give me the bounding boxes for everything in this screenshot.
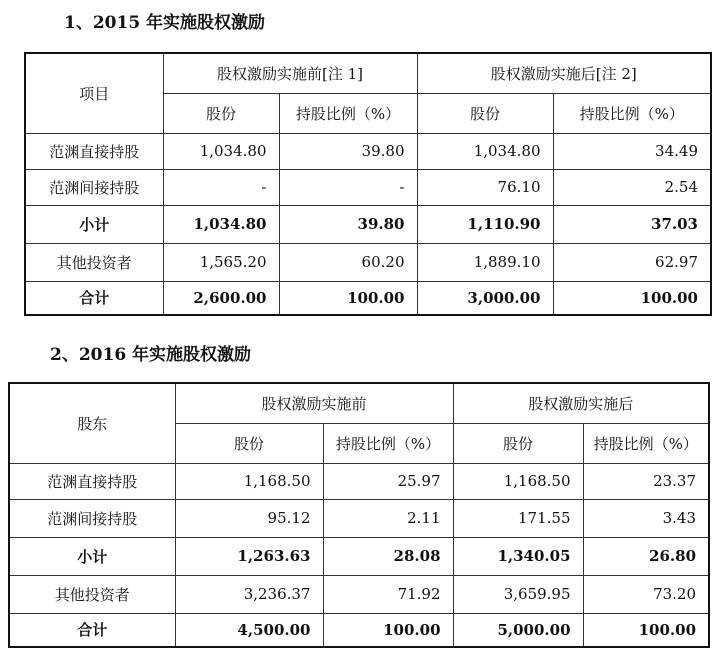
- cell-value: 2,600.00: [163, 281, 279, 315]
- total-row: [9, 613, 709, 647]
- cell-value: 5,000.00: [453, 613, 583, 647]
- cell-value: 1,263.63: [175, 537, 323, 575]
- row-label: 其他投资者: [25, 243, 163, 281]
- cell-value: 73.20: [583, 575, 709, 613]
- subheader-shares-before: 股份: [175, 423, 323, 463]
- table-row: [25, 133, 711, 169]
- cell-value: 37.03: [553, 205, 711, 243]
- cell-value: 2.11: [323, 499, 453, 537]
- cell-value: 26.80: [583, 537, 709, 575]
- cell-value: 23.37: [583, 463, 709, 499]
- cell-value: 1,110.90: [417, 205, 553, 243]
- subheader-ratio-before: 持股比例（%）: [279, 93, 417, 133]
- table-row: [25, 169, 711, 205]
- header-before: 股权激励实施前: [175, 383, 453, 423]
- subheader-shares-before: 股份: [163, 93, 279, 133]
- cell-value: 100.00: [279, 281, 417, 315]
- cell-value: 100.00: [323, 613, 453, 647]
- cell-value: 60.20: [279, 243, 417, 281]
- cell-value: 1,034.80: [417, 133, 553, 169]
- cell-value: 39.80: [279, 205, 417, 243]
- cell-value: 76.10: [417, 169, 553, 205]
- subtotal-row: [9, 537, 709, 575]
- header-after: 股权激励实施后[注 2]: [417, 53, 711, 93]
- row-label: 小计: [9, 537, 175, 575]
- row-label: 范渊直接持股: [25, 133, 163, 169]
- row-label: 合计: [25, 281, 163, 315]
- cell-value: 171.55: [453, 499, 583, 537]
- subheader-ratio-before: 持股比例（%）: [323, 423, 453, 463]
- cell-value: 3,659.95: [453, 575, 583, 613]
- row-label: 合计: [9, 613, 175, 647]
- subheader-ratio-after: 持股比例（%）: [583, 423, 709, 463]
- cell-value: 71.92: [323, 575, 453, 613]
- cell-value: 25.97: [323, 463, 453, 499]
- cell-value: 4,500.00: [175, 613, 323, 647]
- equity-table-2016: [8, 382, 710, 648]
- equity-table-2015: [24, 52, 712, 316]
- cell-value: 62.97: [553, 243, 711, 281]
- cell-value: 100.00: [553, 281, 711, 315]
- table-row: [9, 463, 709, 499]
- header-shareholder: 股东: [9, 383, 175, 463]
- cell-value: 95.12: [175, 499, 323, 537]
- cell-value: 1,340.05: [453, 537, 583, 575]
- cell-value: 1,034.80: [163, 133, 279, 169]
- cell-value: 100.00: [583, 613, 709, 647]
- subheader-shares-after: 股份: [417, 93, 553, 133]
- row-label: 范渊直接持股: [9, 463, 175, 499]
- subtotal-row: [25, 205, 711, 243]
- row-label: 范渊间接持股: [9, 499, 175, 537]
- cell-value: 1,889.10: [417, 243, 553, 281]
- cell-value: 28.08: [323, 537, 453, 575]
- cell-value: 3,236.37: [175, 575, 323, 613]
- table-row: [9, 575, 709, 613]
- cell-value: 3.43: [583, 499, 709, 537]
- cell-value: 1,034.80: [163, 205, 279, 243]
- row-label: 小计: [25, 205, 163, 243]
- cell-value: 1,565.20: [163, 243, 279, 281]
- cell-value: 34.49: [553, 133, 711, 169]
- header-after: 股权激励实施后: [453, 383, 709, 423]
- cell-value: 1,168.50: [175, 463, 323, 499]
- row-label: 其他投资者: [9, 575, 175, 613]
- cell-value: -: [279, 169, 417, 205]
- section-title-2015: 1、2015 年实施股权激励: [64, 13, 266, 33]
- row-label: 范渊间接持股: [25, 169, 163, 205]
- section-title-2016: 2、2016 年实施股权激励: [50, 345, 252, 365]
- table-row: [25, 243, 711, 281]
- cell-value: 39.80: [279, 133, 417, 169]
- cell-value: 1,168.50: [453, 463, 583, 499]
- cell-value: -: [163, 169, 279, 205]
- table-row: [9, 499, 709, 537]
- subheader-ratio-after: 持股比例（%）: [553, 93, 711, 133]
- cell-value: 2.54: [553, 169, 711, 205]
- total-row: [25, 281, 711, 315]
- header-before: 股权激励实施前[注 1]: [163, 53, 417, 93]
- cell-value: 3,000.00: [417, 281, 553, 315]
- subheader-shares-after: 股份: [453, 423, 583, 463]
- header-item: 项目: [25, 53, 163, 133]
